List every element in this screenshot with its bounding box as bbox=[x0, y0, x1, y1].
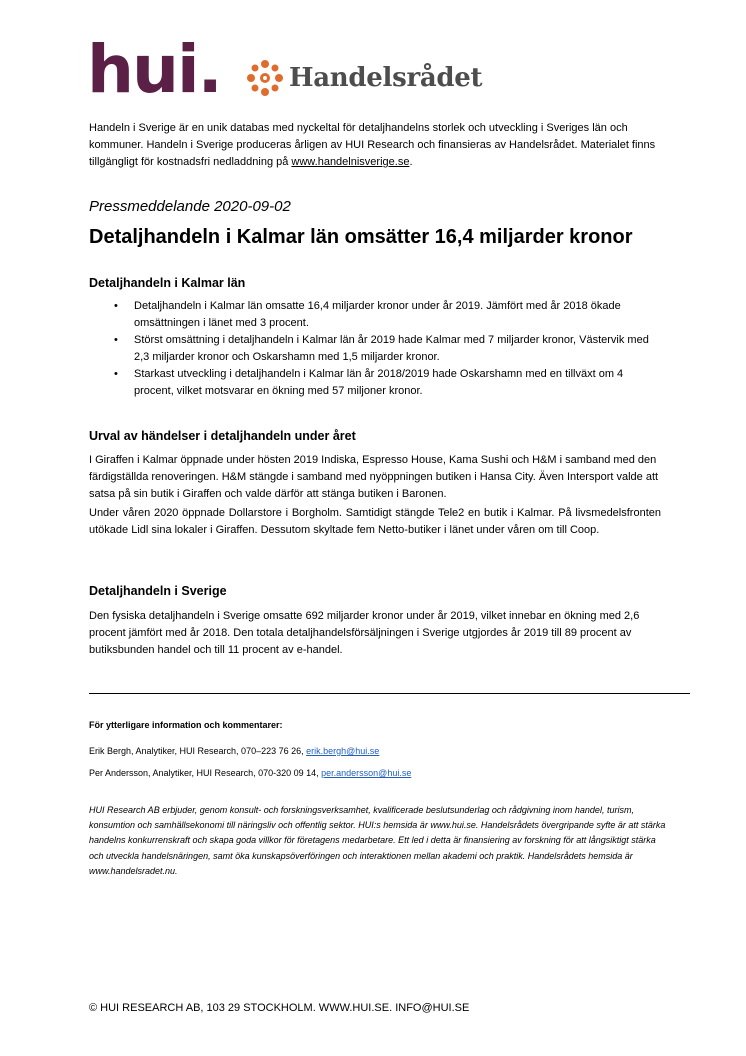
handelnisverige-link[interactable]: www.handelnisverige.se bbox=[291, 156, 410, 168]
bullet-text: Störst omsättning i detaljhandeln i Kalmar län år 2019 hade Kalmar med 7 miljarder kronor, Västervik med 2,3 miljarder kronor och Oskarshamn med 1,5 miljarder kronor. bbox=[134, 334, 649, 363]
bullet-icon: • bbox=[114, 368, 118, 380]
press-release-date: Pressmeddelande 2020-09-02 bbox=[89, 198, 291, 215]
handelsradet-logo bbox=[245, 58, 482, 98]
page-footer: © HUI RESEARCH AB, 103 29 STOCKHOLM. WWW.HUI.SE. INFO@HUI.SE bbox=[89, 1002, 470, 1014]
section-heading-events: Urval av händelser i detaljhandeln under året bbox=[89, 429, 356, 443]
page-title: Detaljhandeln i Kalmar län omsätter 16,4 miljarder kronor bbox=[89, 226, 633, 248]
events-paragraph-2: Under våren 2020 öppnade Dollarstore i Borgholm. Samtidigt stängde Tele2 en butik i Kalmar. På livsmedelsfronten utökade Lidl sina lokaler i Giraffen. Dessutom skyltade fem Netto-butiker i länet under våren om till Coop. bbox=[89, 507, 661, 536]
section-heading-kalmar: Detaljhandeln i Kalmar län bbox=[89, 276, 246, 290]
list-item bbox=[89, 298, 664, 332]
intro-text-end: . bbox=[409, 156, 413, 168]
intro-paragraph bbox=[89, 120, 664, 171]
contact-line-per bbox=[89, 768, 411, 778]
bullet-icon: • bbox=[114, 334, 118, 346]
handelsradet-wordmark: Handelsrådet bbox=[289, 63, 483, 93]
sweden-paragraph: Den fysiska detaljhandeln i Sverige omsatte 692 miljarder kronor under år 2019, vilket innebar en ökning med 2,6 procent jämfört med år 2018. Den totala detaljhandelsförsäljningen i Sverige utgjordes år 2019 till 89 procent av butiksbunden handel och till 11 procent av e-handel. bbox=[89, 610, 640, 656]
events-paragraph-1: I Giraffen i Kalmar öppnade under hösten 2019 Indiska, Espresso House, Kama Sushi och H&M i samband med den färdigställda renoveringen. H&M stängde i samband med nyöppningen butiken i Hansa City. Även Intersport valde att satsa på sin butik i Giraffen och valde därför att stänga butiken i Baronen. bbox=[89, 454, 659, 500]
kalmar-bullet-list bbox=[89, 298, 664, 400]
contact-text: Per Andersson, Analytiker, HUI Research, 070-320 09 14, bbox=[89, 768, 322, 778]
divider-line bbox=[89, 693, 690, 694]
list-item bbox=[89, 332, 664, 366]
list-item bbox=[89, 366, 664, 400]
intro-text: Handeln i Sverige är en unik databas med nyckeltal för detaljhandelns storlek och utveckling i Sveriges län och kommuner. Handeln i Sverige produceras årligen av HUI Research och finansieras av Handelsrådet. Materialet finns tillgängligt för kostnadsfri nedladdning på bbox=[89, 122, 656, 168]
contact-text: Erik Bergh, Analytiker, HUI Research, 070–223 76 26, bbox=[89, 746, 307, 756]
bullet-text: Detaljhandeln i Kalmar län omsatte 16,4 miljarder kronor under år 2019. Jämfört med år 2018 ökade omsättningen i länet med 3 procent. bbox=[134, 300, 621, 329]
bullet-text: Starkast utveckling i detaljhandeln i Kalmar län år 2018/2019 hade Oskarshamn med en tillväxt om 4 procent, vilket motsvarar en ökning med 57 miljoner kronor. bbox=[134, 368, 624, 397]
hui-logo: hui. bbox=[87, 31, 221, 108]
bullet-icon: • bbox=[114, 300, 118, 312]
about-paragraph: HUI Research AB erbjuder, genom konsult- och forskningsverksamhet, kvalificerade beslutsunderlag och rådgivning inom handel, turism, konsumtion och samhällsekonomi till näringsliv och offentlig sektor. HUI:s hemsida är www.hui.se. Handelsrådets övergripande syfte är att stärka handelns konkurrenskraft och skapa goda villkor för företagens medarbetare. Ett led i detta är finansiering av forskning för att långsiktigt stärka och utveckla handelsnäringen, samt öka kunskapsöverföringen och interaktionen mellan akademi och praktik. Handelsrådets hemsida är www.handelsradet.nu. bbox=[89, 805, 666, 876]
section-heading-sweden: Detaljhandeln i Sverige bbox=[89, 584, 227, 598]
contact-heading: För ytterligare information och kommentarer: bbox=[89, 720, 283, 730]
handelsradet-flower-icon bbox=[245, 58, 285, 98]
email-link-per[interactable]: per.andersson@hui.se bbox=[321, 768, 412, 778]
contact-line-erik bbox=[89, 746, 379, 756]
email-link-erik[interactable]: erik.bergh@hui.se bbox=[306, 746, 380, 756]
